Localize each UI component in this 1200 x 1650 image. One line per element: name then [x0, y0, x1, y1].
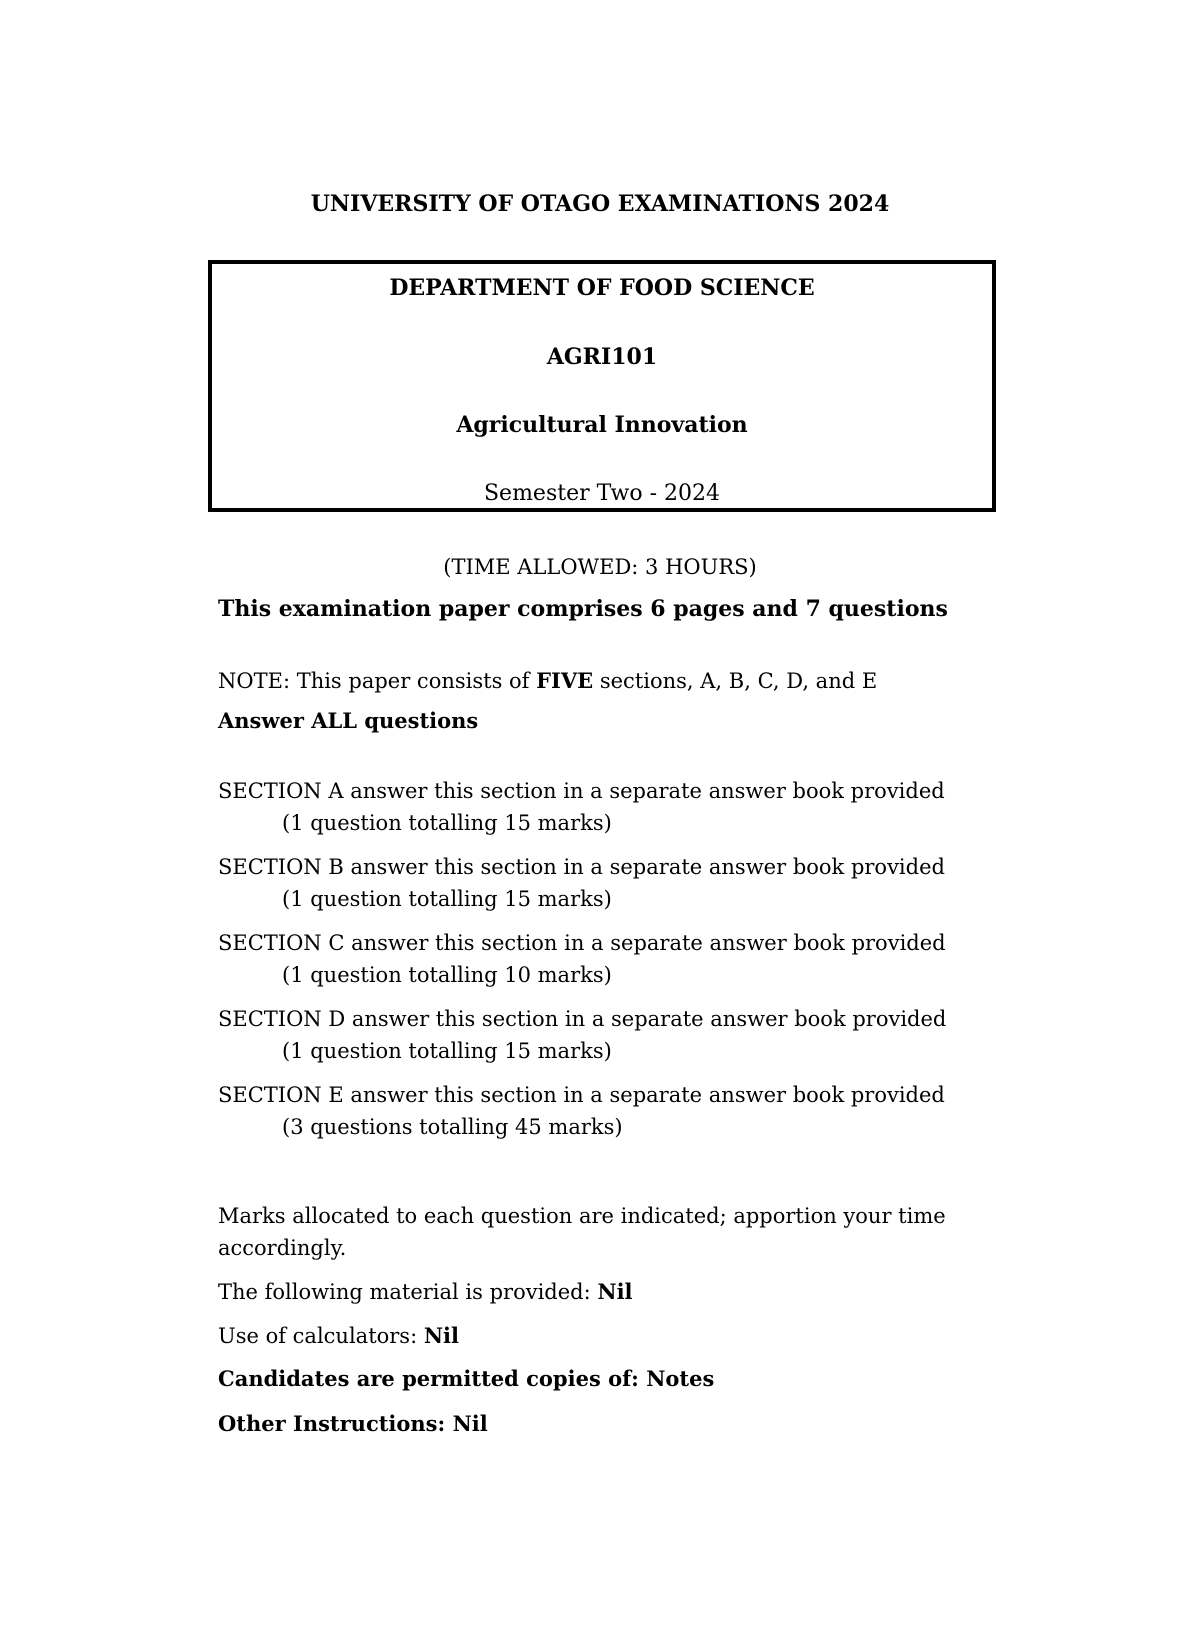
note-line	[218, 668, 877, 693]
note-label: NOTE	[218, 669, 283, 693]
material-value: Nil	[597, 1279, 633, 1304]
university-title: UNIVERSITY OF OTAGO EXAMINATIONS 2024	[310, 191, 890, 217]
other-value: Nil	[452, 1411, 488, 1436]
semester-label: Semester Two - 2024	[483, 481, 720, 506]
note-text-before: : This paper consists of	[282, 669, 537, 693]
permitted-label: Candidates are permitted copies of:	[218, 1366, 647, 1391]
permitted-copies-line	[218, 1363, 978, 1395]
section-d	[218, 1003, 946, 1067]
section-a-detail: (1 question totalling 15 marks)	[282, 811, 612, 835]
calculators-value: Nil	[423, 1323, 459, 1348]
marks-allocated-note: Marks allocated to each question are indicated; apportion your time accordingly.	[218, 1204, 946, 1260]
paper-summary: This examination paper comprises 6 pages and 7 questions	[218, 596, 948, 622]
calculators-line	[218, 1320, 978, 1352]
other-instructions-line	[218, 1408, 978, 1440]
section-e-detail: (3 questions totalling 45 marks)	[282, 1115, 623, 1139]
section-b-line: SECTION B answer this section in a separate answer book provided	[218, 855, 945, 879]
section-b	[218, 851, 945, 915]
course-header-box	[208, 260, 996, 512]
material-label: The following material is provided:	[218, 1280, 598, 1304]
section-d-line: SECTION D answer this section in a separate answer book provided	[218, 1007, 947, 1031]
department-name: DEPARTMENT OF FOOD SCIENCE	[389, 275, 815, 301]
section-e-line: SECTION E answer this section in a separate answer book provided	[218, 1083, 945, 1107]
section-e	[218, 1079, 945, 1143]
course-code: AGRI101	[546, 344, 658, 370]
section-c-detail: (1 question totalling 10 marks)	[282, 963, 612, 987]
time-allowed: (TIME ALLOWED: 3 HOURS)	[443, 555, 757, 579]
section-a-line: SECTION A answer this section in a separate answer book provided	[218, 779, 945, 803]
course-name: Agricultural Innovation	[456, 412, 748, 438]
section-a	[218, 775, 945, 839]
note-text-after: sections, A, B, C, D, and E	[593, 669, 878, 693]
permitted-value: Notes	[646, 1366, 715, 1391]
other-label: Other Instructions:	[218, 1411, 453, 1436]
section-d-detail: (1 question totalling 15 marks)	[282, 1039, 612, 1063]
material-provided-line	[218, 1276, 978, 1308]
section-c-line: SECTION C answer this section in a separate answer book provided	[218, 931, 946, 955]
answer-all-instruction: Answer ALL questions	[218, 708, 479, 733]
section-c	[218, 927, 946, 991]
calculators-label: Use of calculators:	[218, 1324, 424, 1348]
note-emphasis: FIVE	[536, 668, 594, 693]
section-b-detail: (1 question totalling 15 marks)	[282, 887, 612, 911]
